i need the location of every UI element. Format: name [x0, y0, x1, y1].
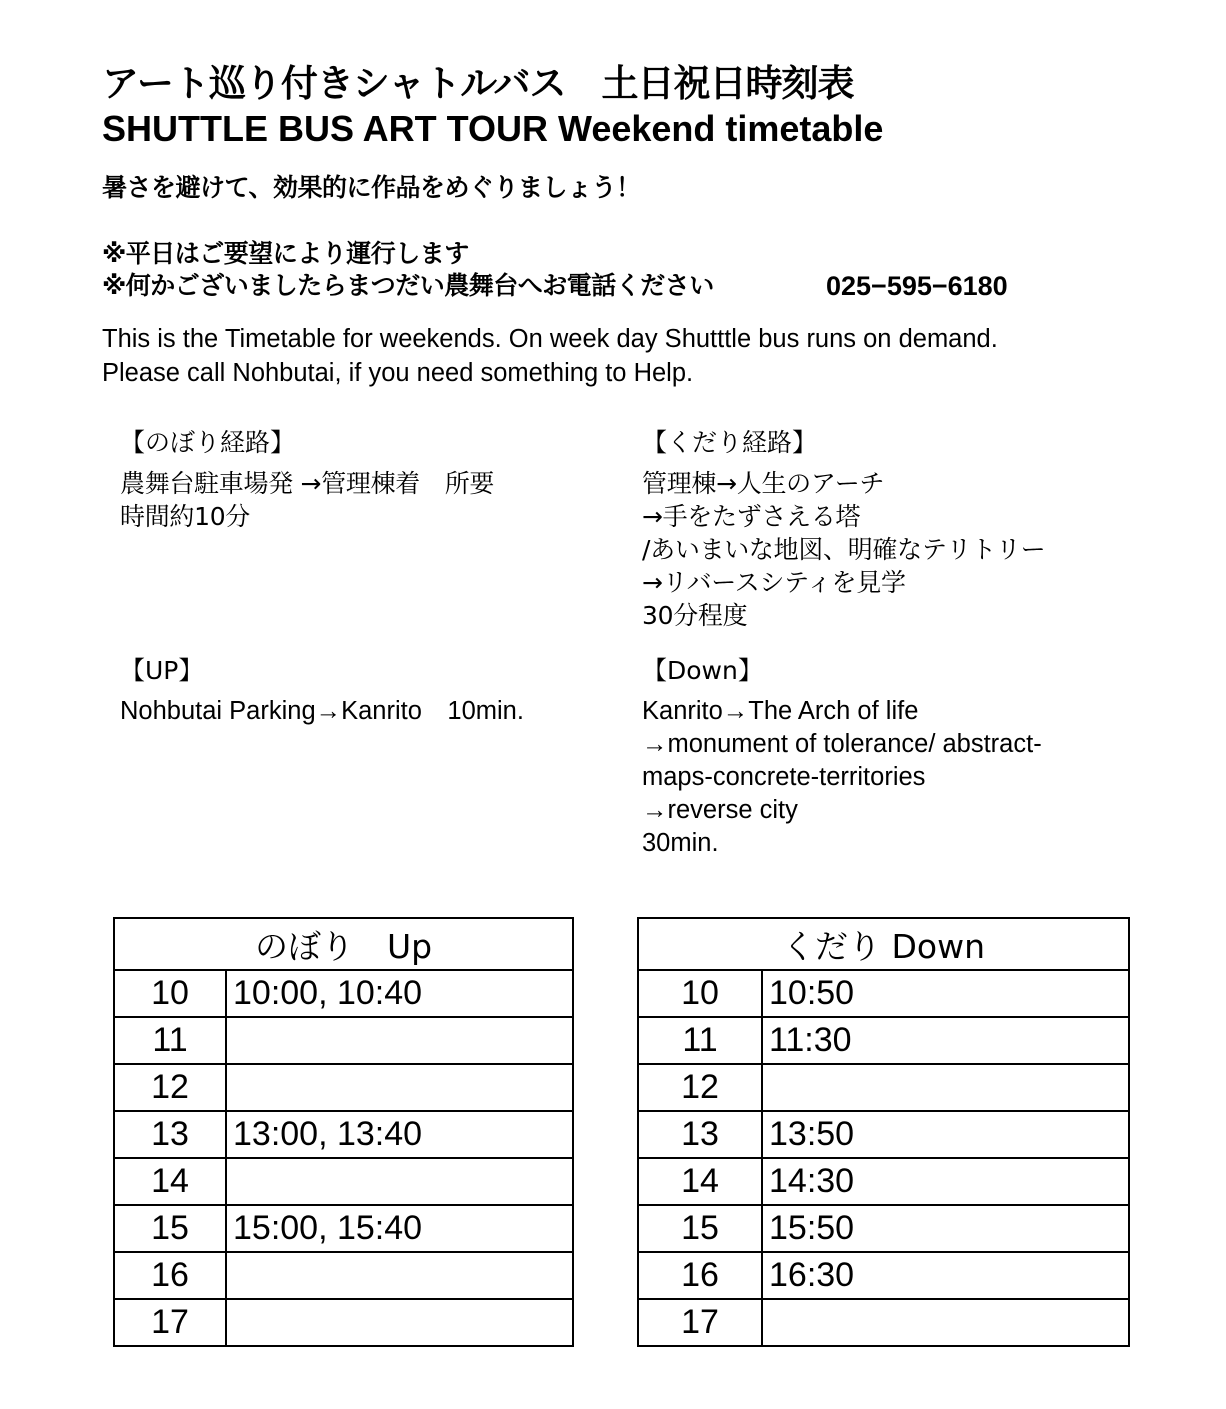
route-down-jp-line: /あいまいな地図、明確なテリトリー: [642, 535, 1046, 564]
hour-cell: 15: [638, 1205, 762, 1252]
times-cell: [226, 1158, 573, 1205]
table-row: [114, 1017, 573, 1064]
route-down-en-line: →monument of tolerance/ abstract-: [642, 730, 1042, 758]
hour-cell: 15: [114, 1205, 226, 1252]
times-cell: 13:50: [762, 1111, 1129, 1158]
phone-number: 025−595−6180: [826, 271, 1008, 301]
table-row: [638, 1064, 1129, 1111]
times-cell: [762, 1299, 1129, 1346]
route-down-jp-line: 管理棟→人生のアーチ: [642, 469, 885, 498]
page-title-en: SHUTTLE BUS ART TOUR Weekend timetable: [102, 108, 884, 149]
hour-cell: 16: [114, 1252, 226, 1299]
timetable-up-title: のぼり Up: [114, 918, 573, 970]
route-down-jp-line: →手をたずさえる塔: [642, 502, 861, 531]
page-title-jp: アート巡り付きシャトルバス 土日祝日時刻表: [102, 62, 854, 105]
times-cell: [226, 1064, 573, 1111]
table-row: [638, 1111, 1129, 1158]
table-row: [114, 1158, 573, 1205]
timetable-down: [637, 917, 1130, 1347]
hour-cell: 12: [114, 1064, 226, 1111]
times-cell: 16:30: [762, 1252, 1129, 1299]
route-up-jp-line: 農舞台駐車場発 →管理棟着 所要: [120, 469, 495, 498]
timetable-up-header-row: [114, 918, 573, 970]
timetable-down-title: くだり Down: [638, 918, 1129, 970]
times-cell: 14:30: [762, 1158, 1129, 1205]
times-cell: 15:00, 15:40: [226, 1205, 573, 1252]
info-en-line-1: This is the Timetable for weekends. On week day Shutttle bus runs on demand.: [102, 325, 998, 353]
times-cell: [762, 1064, 1129, 1111]
hour-cell: 11: [114, 1017, 226, 1064]
route-down-en-line: 30min.: [642, 829, 719, 857]
times-cell: 10:00, 10:40: [226, 970, 573, 1017]
hour-cell: 10: [114, 970, 226, 1017]
times-cell: 11:30: [762, 1017, 1129, 1064]
route-up-en-description: [120, 695, 524, 728]
hour-cell: 16: [638, 1252, 762, 1299]
times-cell: [226, 1299, 573, 1346]
route-down-jp-line: 30分程度: [642, 601, 748, 630]
table-row: [114, 1299, 573, 1346]
hour-cell: 17: [114, 1299, 226, 1346]
route-down-jp-line: →リバースシティを見学: [642, 568, 906, 597]
route-down-jp-description: [642, 467, 1045, 632]
weekday-notice: ※平日はご要望により運行します: [102, 239, 469, 268]
times-cell: [226, 1252, 573, 1299]
route-down-jp-heading: 【くだり経路】: [642, 428, 818, 457]
table-row: [114, 1064, 573, 1111]
info-en-line-2: Please call Nohbutai, if you need something to Help.: [102, 359, 694, 387]
times-cell: [226, 1017, 573, 1064]
table-row: [638, 1299, 1129, 1346]
timetable-down-header-row: [638, 918, 1129, 970]
route-up-en-heading: 【UP】: [120, 656, 204, 685]
table-row: [638, 1017, 1129, 1064]
route-up-jp-heading: 【のぼり経路】: [120, 428, 296, 457]
route-down-en-heading: 【Down】: [642, 656, 763, 685]
table-row: [638, 1158, 1129, 1205]
hour-cell: 14: [638, 1158, 762, 1205]
hour-cell: 13: [114, 1111, 226, 1158]
hour-cell: 14: [114, 1158, 226, 1205]
route-up-jp-line: 時間約10分: [120, 502, 251, 531]
route-down-en-line: Kanrito→The Arch of life: [642, 697, 919, 725]
route-down-en-description: [642, 695, 1042, 860]
hour-cell: 11: [638, 1017, 762, 1064]
hour-cell: 12: [638, 1064, 762, 1111]
table-row: [638, 970, 1129, 1017]
table-row: [114, 1111, 573, 1158]
table-row: [638, 1205, 1129, 1252]
hour-cell: 10: [638, 970, 762, 1017]
table-row: [114, 970, 573, 1017]
route-up-en-line: Nohbutai Parking→Kanrito 10min.: [120, 697, 524, 725]
times-cell: 13:00, 13:40: [226, 1111, 573, 1158]
route-up-jp-description: [120, 467, 494, 533]
table-row: [638, 1252, 1129, 1299]
table-row: [114, 1252, 573, 1299]
route-down-en-line: →reverse city: [642, 796, 798, 824]
hour-cell: 13: [638, 1111, 762, 1158]
hour-cell: 17: [638, 1299, 762, 1346]
contact-notice: ※何かございましたらまつだい農舞台へお電話ください: [102, 271, 714, 300]
timetable-up: [113, 917, 574, 1347]
route-down-en-line: maps-concrete-territories: [642, 763, 926, 791]
table-row: [114, 1205, 573, 1252]
tagline: 暑さを避けて、効果的に作品をめぐりましょう！: [102, 173, 641, 202]
times-cell: 15:50: [762, 1205, 1129, 1252]
times-cell: 10:50: [762, 970, 1129, 1017]
